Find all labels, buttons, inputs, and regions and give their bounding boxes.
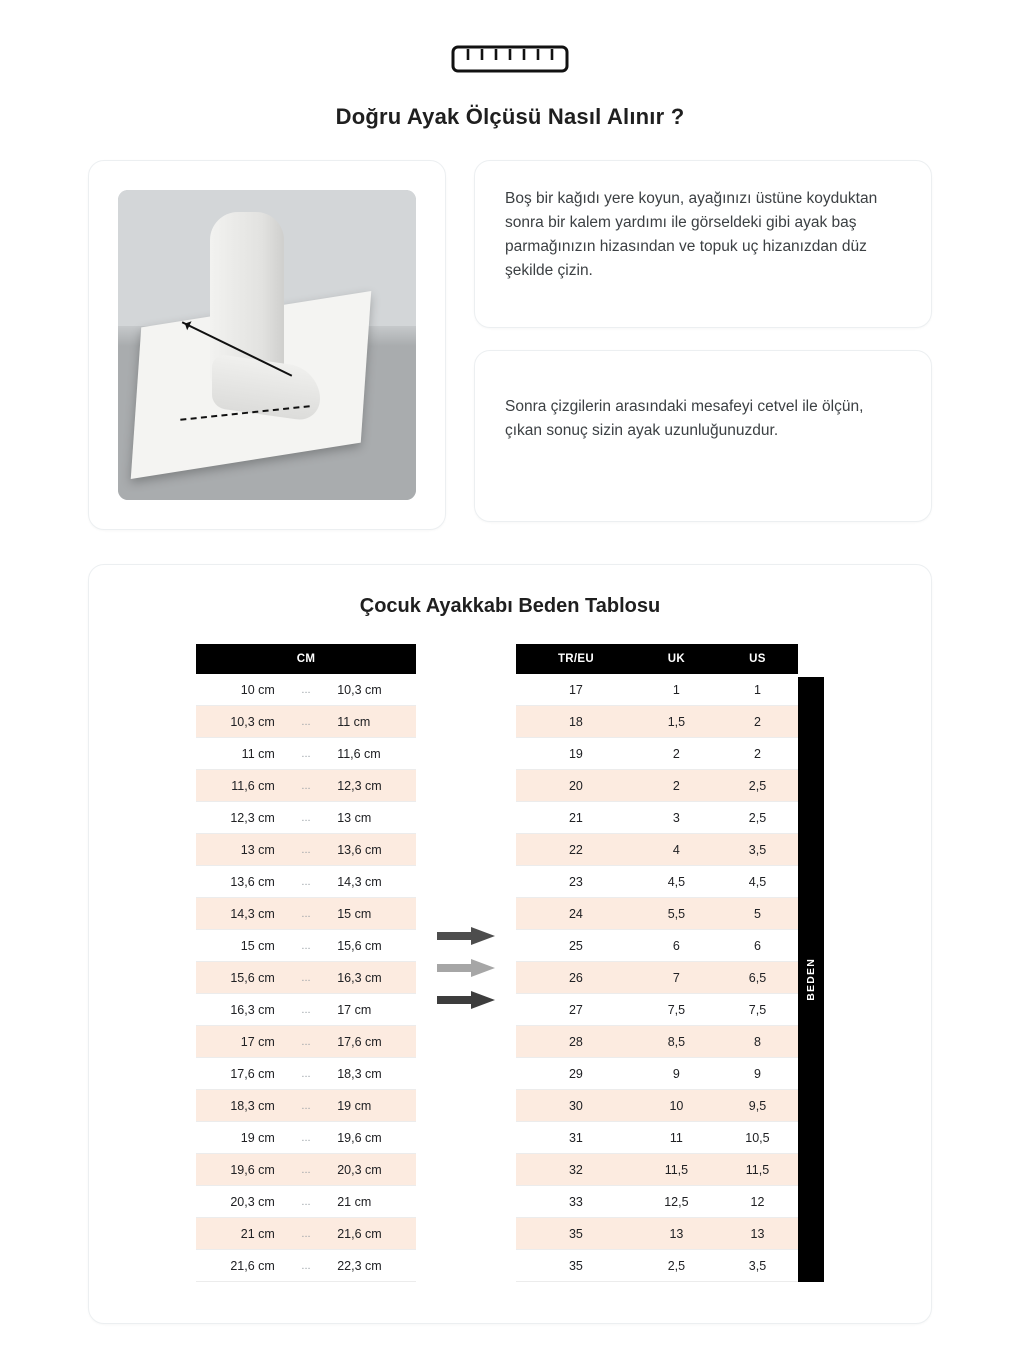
page-title: Doğru Ayak Ölçüsü Nasıl Alınır ? xyxy=(335,104,685,129)
cm-low: 10,3 cm xyxy=(196,706,293,738)
foot-measure-photo xyxy=(118,190,416,500)
size-uk: 5,5 xyxy=(636,898,717,930)
table-row xyxy=(196,1186,416,1218)
table-row xyxy=(196,898,416,930)
cm-dots: ... xyxy=(293,1058,319,1090)
arrow-right-icon-3 xyxy=(437,991,495,1009)
size-eu: 17 xyxy=(516,674,636,706)
cm-high: 20,3 cm xyxy=(319,1154,416,1186)
size-eu: 30 xyxy=(516,1090,636,1122)
cm-high: 16,3 cm xyxy=(319,962,416,994)
cm-high: 17 cm xyxy=(319,994,416,1026)
size-us: 1 xyxy=(717,674,798,706)
table-row xyxy=(516,898,798,930)
size-table-card xyxy=(88,564,932,1324)
table-row xyxy=(516,802,798,834)
instructions-column xyxy=(474,160,932,530)
cm-dots: ... xyxy=(293,994,319,1026)
size-header-uk: UK xyxy=(636,644,717,674)
size-uk: 11 xyxy=(636,1122,717,1154)
table-row xyxy=(516,706,798,738)
cm-high: 19,6 cm xyxy=(319,1122,416,1154)
size-eu: 31 xyxy=(516,1122,636,1154)
table-row xyxy=(516,834,798,866)
cm-high: 15 cm xyxy=(319,898,416,930)
table-row xyxy=(516,1250,798,1282)
cm-low: 15,6 cm xyxy=(196,962,293,994)
size-us: 2 xyxy=(717,738,798,770)
cm-dots: ... xyxy=(293,834,319,866)
table-row xyxy=(196,1250,416,1282)
cm-high: 13 cm xyxy=(319,802,416,834)
cm-high: 19 cm xyxy=(319,1090,416,1122)
table-row xyxy=(196,866,416,898)
size-us: 13 xyxy=(717,1218,798,1250)
size-us: 2 xyxy=(717,706,798,738)
size-uk: 8,5 xyxy=(636,1026,717,1058)
size-eu: 35 xyxy=(516,1250,636,1282)
cm-dots: ... xyxy=(293,706,319,738)
size-eu: 32 xyxy=(516,1154,636,1186)
cm-low: 12,3 cm xyxy=(196,802,293,834)
table-row xyxy=(516,1058,798,1090)
size-eu: 29 xyxy=(516,1058,636,1090)
cm-low: 10 cm xyxy=(196,674,293,706)
size-us: 9 xyxy=(717,1058,798,1090)
cm-dots: ... xyxy=(293,1250,319,1282)
table-row xyxy=(516,1090,798,1122)
cm-high: 11,6 cm xyxy=(319,738,416,770)
cm-low: 19,6 cm xyxy=(196,1154,293,1186)
size-uk: 7,5 xyxy=(636,994,717,1026)
size-uk: 13 xyxy=(636,1218,717,1250)
table-row xyxy=(516,1186,798,1218)
size-us: 11,5 xyxy=(717,1154,798,1186)
table-row xyxy=(516,1218,798,1250)
table-row xyxy=(196,994,416,1026)
table-row xyxy=(516,738,798,770)
table-row xyxy=(196,930,416,962)
size-uk: 4,5 xyxy=(636,866,717,898)
size-us: 2,5 xyxy=(717,802,798,834)
size-uk: 11,5 xyxy=(636,1154,717,1186)
beden-side-label xyxy=(798,677,824,1282)
cm-table xyxy=(196,644,416,1282)
cm-low: 19 cm xyxy=(196,1122,293,1154)
table-row xyxy=(196,962,416,994)
size-uk: 2 xyxy=(636,738,717,770)
size-uk: 9 xyxy=(636,1058,717,1090)
cm-table-body xyxy=(196,674,416,1282)
size-us: 9,5 xyxy=(717,1090,798,1122)
cm-dots: ... xyxy=(293,1122,319,1154)
size-uk: 3 xyxy=(636,802,717,834)
cm-dots: ... xyxy=(293,866,319,898)
table-row xyxy=(196,738,416,770)
size-us: 10,5 xyxy=(717,1122,798,1154)
size-table-body xyxy=(516,674,798,1282)
cm-low: 13,6 cm xyxy=(196,866,293,898)
illustration-card xyxy=(88,160,446,530)
table-row xyxy=(516,674,798,706)
size-us: 6 xyxy=(717,930,798,962)
size-uk: 1,5 xyxy=(636,706,717,738)
size-us: 8 xyxy=(717,1026,798,1058)
cm-high: 21,6 cm xyxy=(319,1218,416,1250)
cm-low: 15 cm xyxy=(196,930,293,962)
size-uk: 2,5 xyxy=(636,1250,717,1282)
size-eu: 20 xyxy=(516,770,636,802)
table-row xyxy=(516,770,798,802)
cm-high: 12,3 cm xyxy=(319,770,416,802)
cm-high: 11 cm xyxy=(319,706,416,738)
size-table-wrap xyxy=(516,644,824,1282)
table-row xyxy=(196,1154,416,1186)
arrow-right-icon-2 xyxy=(437,959,495,977)
cm-high: 17,6 cm xyxy=(319,1026,416,1058)
size-us: 3,5 xyxy=(717,834,798,866)
size-eu: 28 xyxy=(516,1026,636,1058)
cm-high: 14,3 cm xyxy=(319,866,416,898)
table-row xyxy=(196,1122,416,1154)
arrows-group xyxy=(416,917,516,1009)
cm-dots: ... xyxy=(293,674,319,706)
cm-dots: ... xyxy=(293,1154,319,1186)
cm-high: 18,3 cm xyxy=(319,1058,416,1090)
table-row xyxy=(196,1026,416,1058)
cm-low: 21,6 cm xyxy=(196,1250,293,1282)
size-table-title: Çocuk Ayakkabı Beden Tablosu xyxy=(359,595,661,617)
table-row xyxy=(196,706,416,738)
size-header-us: US xyxy=(717,644,798,674)
cm-low: 17 cm xyxy=(196,1026,293,1058)
cm-table-header: CM xyxy=(196,644,416,674)
cm-high: 13,6 cm xyxy=(319,834,416,866)
size-eu: 18 xyxy=(516,706,636,738)
cm-high: 22,3 cm xyxy=(319,1250,416,1282)
size-eu: 35 xyxy=(516,1218,636,1250)
table-row xyxy=(516,1026,798,1058)
size-uk: 4 xyxy=(636,834,717,866)
size-eu: 22 xyxy=(516,834,636,866)
size-us: 3,5 xyxy=(717,1250,798,1282)
top-section xyxy=(0,160,1020,530)
table-row xyxy=(196,834,416,866)
table-row xyxy=(196,1090,416,1122)
table-row xyxy=(516,962,798,994)
size-uk: 10 xyxy=(636,1090,717,1122)
table-row xyxy=(516,866,798,898)
table-row xyxy=(516,1122,798,1154)
tables-row xyxy=(89,644,931,1282)
table-row xyxy=(516,930,798,962)
size-header-eu: TR/EU xyxy=(516,644,636,674)
size-us: 2,5 xyxy=(717,770,798,802)
cm-dots: ... xyxy=(293,802,319,834)
size-us: 5 xyxy=(717,898,798,930)
size-eu: 33 xyxy=(516,1186,636,1218)
cm-low: 21 cm xyxy=(196,1218,293,1250)
cm-dots: ... xyxy=(293,1090,319,1122)
size-eu: 19 xyxy=(516,738,636,770)
table-row xyxy=(196,674,416,706)
size-us: 6,5 xyxy=(717,962,798,994)
cm-dots: ... xyxy=(293,930,319,962)
table-row xyxy=(516,1154,798,1186)
size-eu: 27 xyxy=(516,994,636,1026)
cm-dots: ... xyxy=(293,898,319,930)
cm-dots: ... xyxy=(293,770,319,802)
cm-low: 18,3 cm xyxy=(196,1090,293,1122)
size-uk: 1 xyxy=(636,674,717,706)
size-eu: 26 xyxy=(516,962,636,994)
table-row xyxy=(196,1058,416,1090)
size-us: 12 xyxy=(717,1186,798,1218)
instruction-card-2: Sonra çizgilerin arasındaki mesafeyi cetvel ile ölçün, çıkan sonuç sizin ayak uzunluğunuzdur. xyxy=(474,350,932,522)
size-uk: 12,5 xyxy=(636,1186,717,1218)
ruler-icon xyxy=(451,40,569,78)
cm-low: 14,3 cm xyxy=(196,898,293,930)
table-row xyxy=(516,994,798,1026)
header-icon-wrap xyxy=(0,0,1020,78)
photo-sock-foot xyxy=(210,212,284,387)
cm-dots: ... xyxy=(293,962,319,994)
instruction-card-1: Boş bir kağıdı yere koyun, ayağınızı üstüne koyduktan sonra bir kalem yardımı ile görseldeki gibi ayak baş parmağınızın hizasından ve topuk uç hizanızdan düz şekilde çizin. xyxy=(474,160,932,328)
size-uk: 6 xyxy=(636,930,717,962)
arrow-right-icon-1 xyxy=(437,927,495,945)
cm-high: 21 cm xyxy=(319,1186,416,1218)
cm-low: 11 cm xyxy=(196,738,293,770)
cm-low: 17,6 cm xyxy=(196,1058,293,1090)
size-uk: 7 xyxy=(636,962,717,994)
cm-dots: ... xyxy=(293,1218,319,1250)
size-eu: 25 xyxy=(516,930,636,962)
size-uk: 2 xyxy=(636,770,717,802)
cm-low: 16,3 cm xyxy=(196,994,293,1026)
cm-low: 20,3 cm xyxy=(196,1186,293,1218)
cm-high: 10,3 cm xyxy=(319,674,416,706)
table-row xyxy=(196,770,416,802)
size-us: 4,5 xyxy=(717,866,798,898)
table-row xyxy=(196,1218,416,1250)
size-eu: 24 xyxy=(516,898,636,930)
size-us: 7,5 xyxy=(717,994,798,1026)
cm-low: 11,6 cm xyxy=(196,770,293,802)
cm-high: 15,6 cm xyxy=(319,930,416,962)
size-table xyxy=(516,644,798,1282)
cm-dots: ... xyxy=(293,1026,319,1058)
cm-dots: ... xyxy=(293,1186,319,1218)
size-eu: 23 xyxy=(516,866,636,898)
size-eu: 21 xyxy=(516,802,636,834)
beden-side-label-text: BEDEN xyxy=(805,958,817,1001)
table-row xyxy=(196,802,416,834)
cm-dots: ... xyxy=(293,738,319,770)
cm-low: 13 cm xyxy=(196,834,293,866)
